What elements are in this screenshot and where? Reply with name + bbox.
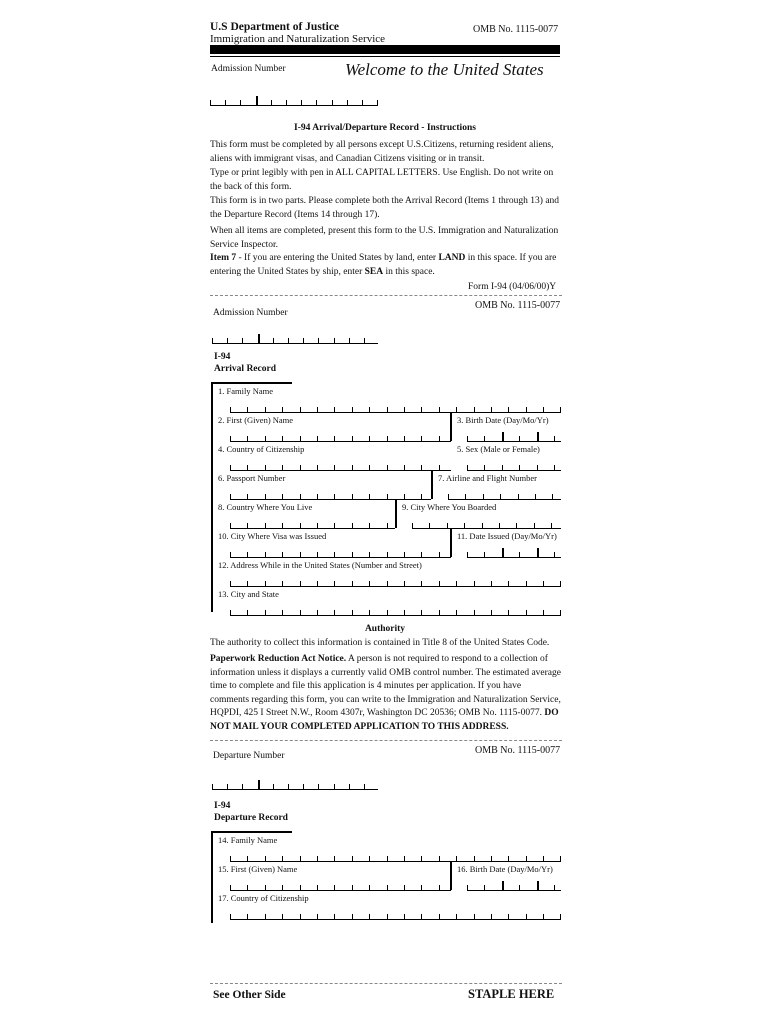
form-code: Form I-94 (04/06/00)Y (468, 282, 557, 292)
comb-tick (258, 334, 260, 343)
tear-line-3 (210, 983, 562, 984)
arrival-admission-label: Admission Number (213, 308, 288, 318)
admission-number-label: Admission Number (211, 64, 286, 74)
departure-first-name-field[interactable]: 15. First (Given) Name (213, 861, 451, 890)
comb-tick (225, 100, 226, 105)
city-and-state-field[interactable]: 13. City and State (213, 586, 561, 615)
comb-tick (273, 338, 274, 343)
comb-tick (387, 610, 388, 615)
tear-line-1 (210, 295, 562, 296)
comb-tick (212, 784, 213, 789)
instructions-paragraph-2: Type or print legibly with pen in ALL CAPITAL LETTERS. Use English. Do not write on the back of this form. (210, 168, 554, 192)
comb-tick (502, 881, 504, 890)
comb-tick (526, 610, 527, 615)
comb-tick (369, 914, 370, 919)
comb-tick (537, 432, 539, 441)
comb-tick (364, 784, 365, 789)
departure-record-title: Departure Record (214, 813, 288, 823)
departure-number-label: Departure Number (213, 751, 285, 761)
comb-tick (377, 100, 378, 105)
country-where-you-live-field[interactable]: 8. Country Where You Live (213, 499, 395, 528)
comb-tick (349, 338, 350, 343)
comb-tick (316, 100, 317, 105)
instructions-item7: Item 7 - If you are entering the United States by land, enter LAND in this space. If you are entering the United States by ship, enter SEA in this space. (210, 253, 557, 277)
comb-tick (362, 100, 363, 105)
comb-tick (349, 784, 350, 789)
comb-tick (318, 338, 319, 343)
omb-number: OMB No. 1115-0077 (473, 24, 559, 35)
comb-tick (265, 610, 266, 615)
service-name: Immigration and Naturalization Service (210, 33, 386, 45)
comb-tick (282, 914, 283, 919)
header-thick-rule (210, 45, 560, 54)
comb-tick (502, 548, 504, 557)
comb-tick (404, 610, 405, 615)
comb-tick (301, 100, 302, 105)
first-name-field[interactable]: 2. First (Given) Name (213, 412, 451, 441)
departure-omb-number: OMB No. 1115-0077 (475, 745, 561, 756)
comb-tick (369, 610, 370, 615)
comb-tick (491, 610, 492, 615)
comb-tick (282, 610, 283, 615)
comb-tick (526, 914, 527, 919)
us-address-field[interactable]: 12. Address While in the United States (Number and Street) (213, 557, 561, 586)
comb-tick (491, 914, 492, 919)
comb-tick (334, 914, 335, 919)
comb-tick (456, 610, 457, 615)
comb-tick (439, 914, 440, 919)
city-visa-issued-field[interactable]: 10. City Where Visa was Issued (213, 528, 451, 557)
comb-tick (318, 784, 319, 789)
paperwork-reduction-notice: Paperwork Reduction Act Notice. A person is not required to respond to a collection of information unless it displays a currently valid OMB control number. The estimated average time to complete and file this application is 4 minutes per application. If you have comments regarding this form, you can write to the Immigration and Naturalization Service, HQPDI, 425 I Street N.W., Room 4307r, Washington DC 20536; OMB No. 1115-0077. DO NOT MAIL YOUR COMPLETED APPLICATION TO THIS ADDRESS. (210, 654, 561, 732)
comb-tick (543, 610, 544, 615)
comb-tick (364, 338, 365, 343)
comb-tick (230, 914, 231, 919)
country-of-citizenship-field[interactable]: 4. Country of Citizenship (213, 441, 451, 470)
comb-tick (227, 338, 228, 343)
comb-tick (421, 914, 422, 919)
comb-tick (352, 914, 353, 919)
departure-form-id: I-94 (214, 801, 231, 811)
arrival-form-id: I-94 (214, 352, 231, 362)
item7-label: Item 7 (210, 253, 237, 263)
comb-tick (273, 784, 274, 789)
departure-family-name-field[interactable]: 14. Family Name (213, 832, 561, 861)
comb-tick (439, 610, 440, 615)
birth-date-field[interactable]: 3. Birth Date (Day/Mo/Yr) (452, 412, 561, 441)
comb-tick (537, 548, 539, 557)
comb-tick (317, 914, 318, 919)
comb-tick (240, 100, 241, 105)
authority-title: Authority (364, 624, 406, 634)
city-where-boarded-field[interactable]: 9. City Where You Boarded (397, 499, 561, 528)
comb-tick (258, 780, 260, 789)
date-issued-field[interactable]: 11. Date Issued (Day/Mo/Yr) (452, 528, 561, 557)
comb-tick (421, 610, 422, 615)
comb-tick (288, 784, 289, 789)
comb-tick (508, 610, 509, 615)
comb-tick (404, 914, 405, 919)
instructions-paragraph-3: This form is in two parts. Please complete both the Arrival Record (Items 1 through 13) and the Departure Record (Items 14 through 17). (210, 196, 560, 220)
comb-tick (230, 610, 231, 615)
header-thin-rule (210, 56, 560, 57)
comb-tick (300, 610, 301, 615)
comb-tick (242, 784, 243, 789)
admission-number-input[interactable] (210, 96, 378, 106)
comb-tick (334, 784, 335, 789)
comb-tick (303, 784, 304, 789)
arrival-admission-number-input[interactable] (212, 334, 378, 344)
comb-tick (303, 338, 304, 343)
comb-tick (247, 610, 248, 615)
comb-tick (502, 432, 504, 441)
comb-tick (352, 610, 353, 615)
comb-tick (456, 914, 457, 919)
comb-tick (288, 338, 289, 343)
passport-number-field[interactable]: 6. Passport Number (213, 470, 431, 499)
comb-tick (474, 914, 475, 919)
comb-tick (271, 100, 272, 105)
tear-line-2 (210, 740, 562, 741)
comb-tick (300, 914, 301, 919)
arrival-omb-number: OMB No. 1115-0077 (475, 300, 561, 311)
comb-tick (247, 914, 248, 919)
comb-tick (286, 100, 287, 105)
departure-number-input[interactable] (212, 780, 378, 790)
comb-tick (265, 914, 266, 919)
authority-text: The authority to collect this information is contained in Title 8 of the United States Code. (210, 638, 550, 648)
airline-flight-field[interactable]: 7. Airline and Flight Number (433, 470, 561, 499)
welcome-title: Welcome to the United States (345, 60, 544, 79)
comb-tick (387, 914, 388, 919)
see-other-side: See Other Side (213, 989, 286, 1001)
instructions-paragraph-1: This form must be completed by all persons except U.S.Citizens, returning resident aliens, aliens with immigrant visas, and Canadian Citizens visiting or in transit. (210, 140, 554, 164)
comb-tick (256, 96, 258, 105)
comb-tick (347, 100, 348, 105)
instructions-title: I-94 Arrival/Departure Record - Instructions (294, 123, 476, 133)
comb-tick (227, 784, 228, 789)
comb-tick (334, 610, 335, 615)
sex-field[interactable]: 5. Sex (Male or Female) (452, 441, 561, 470)
comb-tick (543, 914, 544, 919)
comb-tick (332, 100, 333, 105)
family-name-field[interactable]: 1. Family Name (213, 383, 561, 412)
departure-birth-date-field[interactable]: 16. Birth Date (Day/Mo/Yr) (452, 861, 561, 890)
comb-tick (474, 610, 475, 615)
comb-tick (334, 338, 335, 343)
departure-country-of-citizenship-field[interactable]: 17. Country of Citizenship (213, 890, 561, 919)
department-name: U.S Department of Justice (210, 21, 340, 33)
comb-tick (317, 610, 318, 615)
comb-tick (560, 914, 561, 919)
comb-tick (212, 338, 213, 343)
comb-tick (242, 338, 243, 343)
instructions-paragraph-4: When all items are completed, present this form to the U.S. Immigration and Naturalization Service Inspector. (210, 226, 559, 250)
comb-tick (508, 914, 509, 919)
staple-here: STAPLE HERE (468, 987, 555, 1001)
comb-tick (560, 610, 561, 615)
arrival-record-title: Arrival Record (214, 364, 276, 374)
comb-tick (537, 881, 539, 890)
comb-tick (210, 100, 211, 105)
